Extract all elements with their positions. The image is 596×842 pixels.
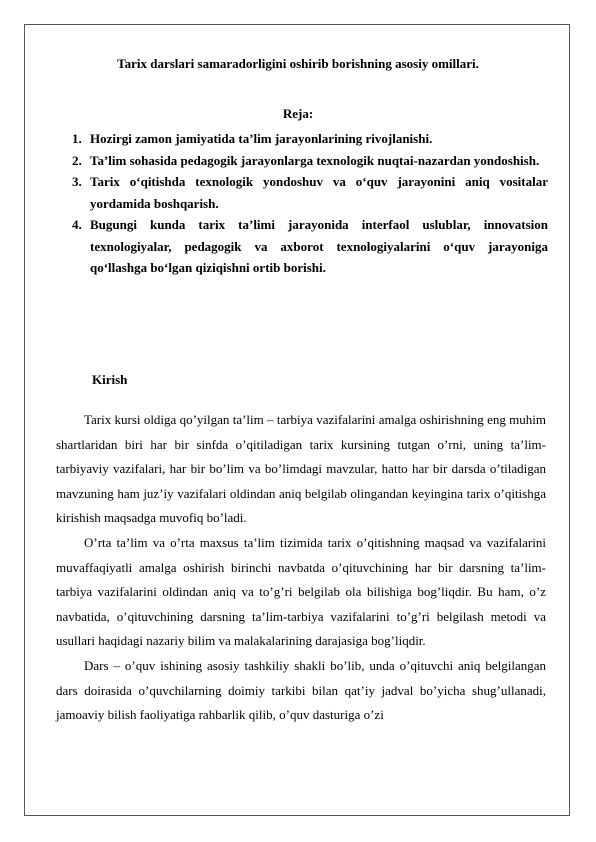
document-title: Tarix darslari samaradorligini oshirib borishning asosiy omillari. [117,56,479,71]
body-text [56,408,546,728]
plan-item-text: Ta’lim sohasida pedagogik jarayonlarga texnologik nuqtai-nazardan yondoshish. [90,152,540,168]
plan-item [68,171,548,214]
plan-item [68,214,548,279]
paragraph: O’rta ta’lim va o’rta maxsus ta’lim tizimida tarix o’qitishning maqsad va vazifalarini muvaffaqiyatli amalga oshirish birinchi navbatda o’qituvchining har bir darsning ta’lim-tarbiya vazifalarini oldindan aniq va to’g’ri belgilab ola bilishiga bog’liqdir. Bu ham, o’z navbatida, o’qituvchining darsning ta’lim-tarbiya vazifalarini to’g’ri belgilash metodi va usullari haqidagi nazariy bilim va malakalarining darajasiga bog’liqdir. [56,534,546,649]
plan-list [68,128,548,279]
paragraph: Dars – o’quv ishining asosiy tashkiliy shakli bo’lib, unda o’qituvchi aniq belgilangan dars doirasida o’quvchilarning doimiy tarkibi bilan qat’iy jadval bo’yicha shug’ullanadi, jamoaviy bilish faoliyatiga rahbarlik qilib, o’quv dasturiga o’zi [56,657,546,723]
plan-item [68,150,548,172]
plan-item-text: Bugungi kunda tarix ta’limi jarayonida interfaol uslublar, innovatsion texnologiyalar, pedagogik va axborot texnologiyalarini o‘quv jarayoniga qo‘llashga bo‘lgan qiziqishni ortib borishi. [90,217,548,275]
plan-item-number: 4. [72,217,82,232]
plan-item-number: 1. [72,131,82,146]
plan-item-number: 3. [72,174,82,189]
plan-heading: Reja: [282,106,314,121]
plan-item [68,128,548,150]
paragraph: Tarix kursi oldiga qo’yilgan ta’lim – tarbiya vazifalarini amalga oshirishning eng muhim shartlaridan biri har bir sinfda o’qitiladigan tarix kursining tutgan o’rni, uning ta’lim-tarbiyaviy vazifalari, har bir bo’lim va bo’limdagi mavzular, hatto har bir darsda o’tiladigan mavzuning ham juz’iy vazifalari oldindan aniq belgilab olingandan keyingina tarix o’qitishga kirishish maqsadga muvofiq bo’ladi. [56,412,546,526]
plan-item-number: 2. [72,152,82,168]
plan-item-text: Hozirgi zamon jamiyatida ta’lim jarayonlarining rivojlanishi. [90,131,433,146]
section-heading: Kirish [92,372,128,387]
plan-item-text: Tarix o‘qitishda texnologik yondoshuv va o‘quv jarayonini aniq vositalar yordamida boshqarish. [90,174,548,211]
